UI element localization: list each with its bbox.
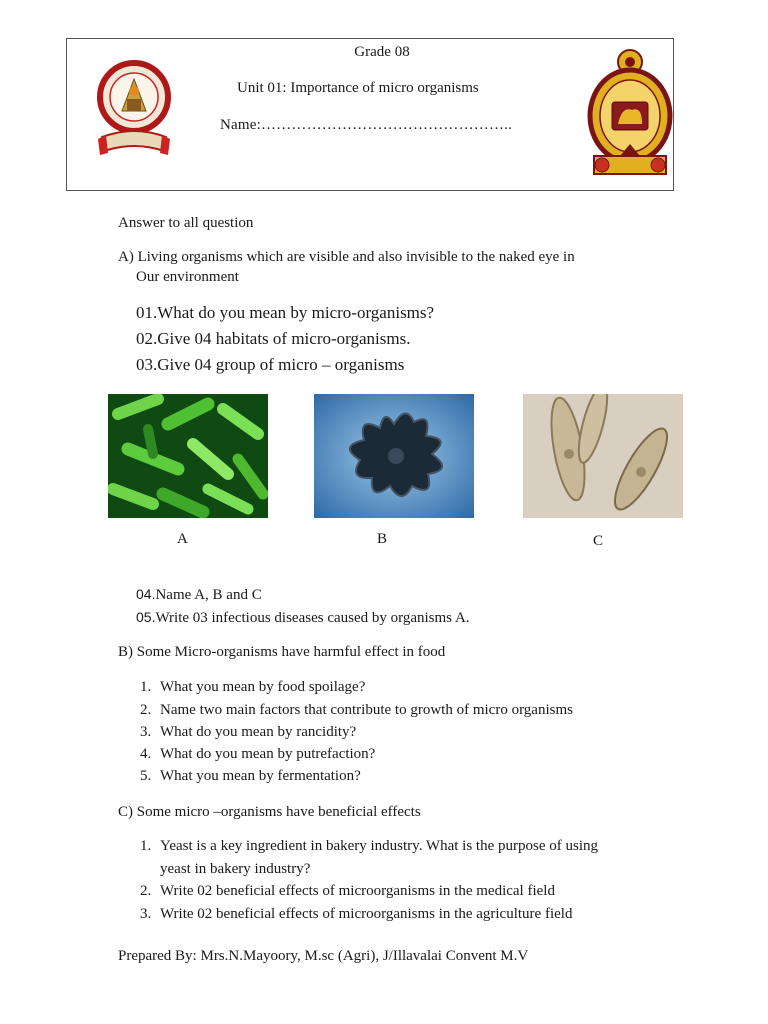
section-b-heading: B) Some Micro-organisms have harmful effect in food (118, 644, 446, 660)
question-02: 02.Give 04 habitats of micro-organisms. (136, 329, 411, 348)
section-a-heading-cont: Our environment (136, 269, 239, 285)
caption-a: A (177, 531, 188, 547)
question-01: 01.What do you mean by micro-organisms? (136, 303, 435, 322)
section-b-item-1: 1. What you mean by food spoilage? (140, 679, 366, 695)
prepared-by-footer: Prepared By: Mrs.N.Mayoory, M.sc (Agri), J/Illavalai Convent M.V (118, 948, 529, 964)
grade-title: Grade 08 (354, 44, 410, 60)
section-b-item-5: 5. What you mean by fermentation? (140, 768, 361, 784)
question-04: 04.Name A, B and C (136, 586, 262, 603)
section-c-heading: C) Some micro –organisms have beneficial effects (118, 804, 421, 820)
section-c-item-2: 2. Write 02 beneficial effects of microorganisms in the medical field (140, 883, 555, 899)
question-03: 03.Give 04 group of micro – organisms (136, 355, 405, 374)
section-b-item-2: 2. Name two main factors that contribute to growth of micro organisms (140, 702, 573, 718)
name-field: Name:………………………………………….. (220, 117, 513, 133)
unit-title: Unit 01: Importance of micro organisms (237, 80, 479, 96)
section-a-heading: A) Living organisms which are visible and also invisible to the naked eye in (118, 249, 575, 265)
section-c-item-1-cont: yeast in bakery industry? (160, 861, 311, 877)
section-c-item-1: 1. Yeast is a key ingredient in bakery industry. What is the purpose of using (140, 838, 598, 854)
question-05: 05.Write 03 infectious diseases caused by organisms A. (136, 609, 470, 626)
amoeba-image (314, 394, 474, 518)
instruction-text: Answer to all question (118, 215, 254, 231)
section-b-item-4: 4. What do you mean by putrefaction? (140, 746, 376, 762)
caption-c: C (593, 533, 604, 549)
section-c-item-3: 3. Write 02 beneficial effects of microorganisms in the agriculture field (140, 906, 573, 922)
caption-b: B (377, 531, 388, 547)
national-emblem-icon (582, 44, 678, 182)
paramecium-image (523, 394, 683, 518)
school-logo-icon (94, 55, 174, 165)
section-b-item-3: 3. What do you mean by rancidity? (140, 724, 357, 740)
bacteria-image (108, 394, 268, 518)
